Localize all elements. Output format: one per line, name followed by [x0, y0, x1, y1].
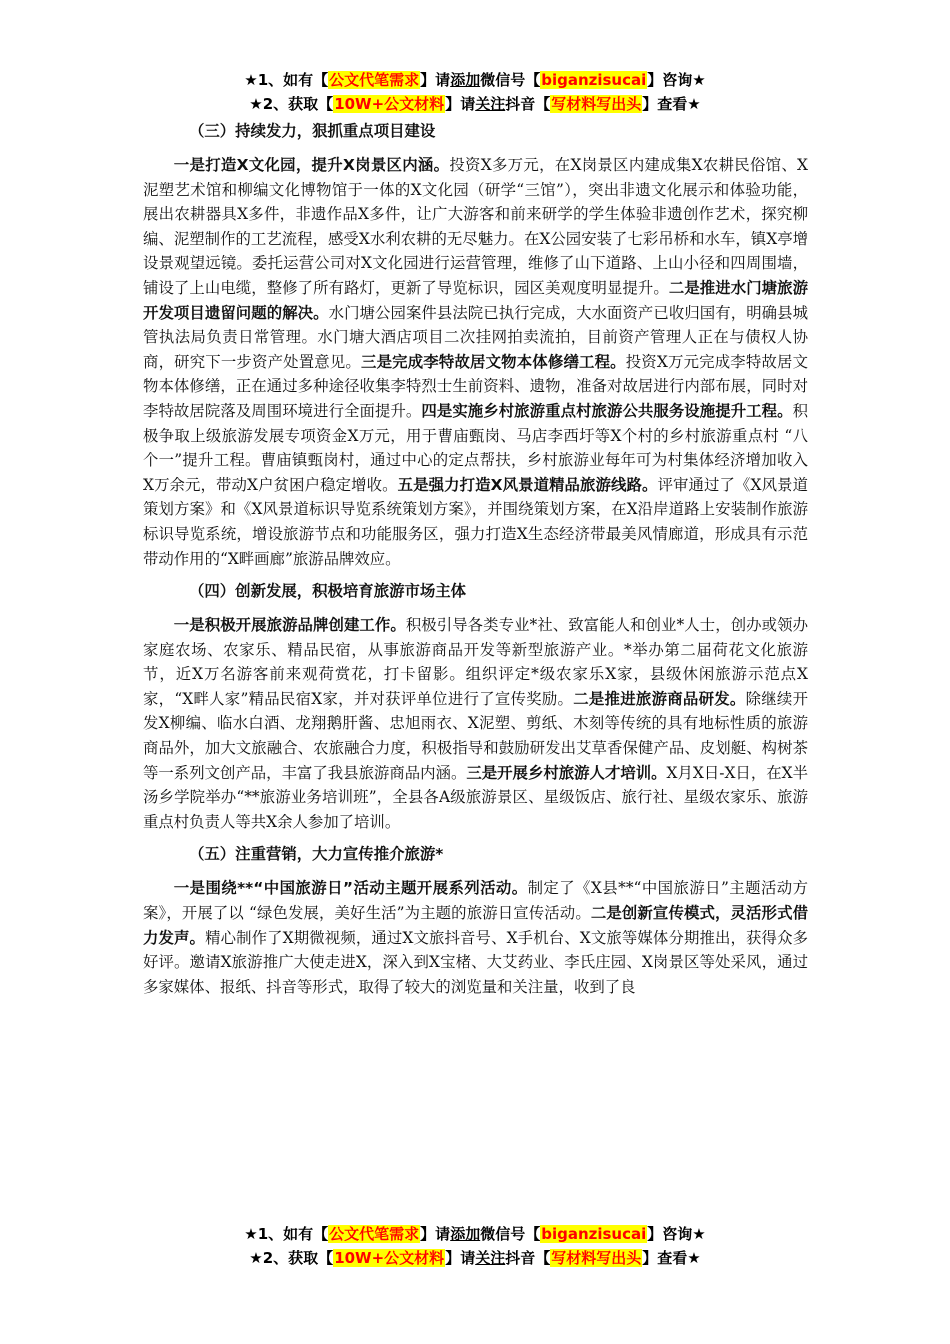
- highlight-materials: 10W+公文材料: [334, 95, 445, 113]
- banner-line-1: ★1、如有【公文代笔需求】请添加微信号【biganzisucai】咨询★: [244, 71, 706, 89]
- point-lead-text: 五是强力打造X风景道精品旅游线路。: [397, 475, 658, 494]
- highlight-wechat-id: biganzisucai: [541, 1225, 647, 1243]
- point-lead-text: 一是打造X文化园，提升X岗景区内涵。: [173, 156, 450, 174]
- point-lead-text: 三是开展乡村旅游人才培训。: [466, 763, 667, 782]
- point-lead-text: 三是完成李特故居文物本体修缮工程。: [361, 352, 626, 371]
- body-paragraph: [143, 153, 808, 571]
- highlight-service: 公文代笔需求: [329, 71, 420, 89]
- point-lead-text: 一是围绕**“中国旅游日”活动主题开展系列活动。: [173, 879, 528, 898]
- point-lead-text: 一是积极开展旅游品牌创建工作。: [173, 616, 406, 635]
- paragraph-text: 制定了《X县**“中国旅游日”主题活动方案》，开展了以 “绿色发展，美好生活”为主题的旅游日宣传活动。: [143, 879, 808, 923]
- point-lead-text: 四是实施乡村旅游重点村旅游公共服务设施提升工程。: [421, 401, 793, 420]
- highlight-service: 公文代笔需求: [329, 1225, 420, 1243]
- point-lead-text: 二是推进旅游商品研发。: [573, 689, 746, 708]
- paragraph-text: 评审通过了《X风景道策划方案》和《X风景道标识导览系统策划方案》，并围绕策划方案，在X沿岸道路上安装制作旅游标识导览系统，增设旅游节点和功能服务区，强力打造X生态经济带最美风情廊道，形成具有示范带动作用的“X畔画廊”旅游品牌效应。: [143, 475, 808, 568]
- body-paragraph: [143, 876, 808, 999]
- document-body: [143, 118, 808, 1006]
- highlight-douyin-account: 写材料写出头: [551, 1249, 642, 1267]
- highlight-douyin-account: 写材料写出头: [551, 95, 642, 113]
- paragraph-text: 投资X万元完成李特故居文物本体修缮，正在通过多种途径收集李特烈士生前资料、遗物，准备对故居进行内部布展，同时对李特故居院落及周围环境进行全面提升。: [143, 352, 808, 420]
- section-heading: （三）持续发力，狠抓重点项目建设: [189, 122, 436, 140]
- paragraph-text: 水门塘公园案件县法院已执行完成，大水面资产已收归国有，明确县城管执法局负责日常管理。水门塘大酒店项目二次挂网拍卖流拍，目前资产管理人正在与债权人协商，研究下一步资产处置意见。: [143, 303, 808, 371]
- highlight-wechat-id: biganzisucai: [541, 71, 647, 89]
- header-banner: [0, 68, 950, 116]
- highlight-materials: 10W+公文材料: [334, 1249, 445, 1267]
- paragraph-text: 除继续开发X柳编、临水白酒、龙翔鹅肝酱、忠旭雨衣、X泥塑、剪纸、木刻等传统的具有地标性质的旅游商品外，加大文旅融合、农旅融合力度，积极指导和鼓励研发出艾草香保健产品、皮划艇、构树茶等一系列文创产品，丰富了我县旅游商品内涵。: [143, 689, 808, 782]
- paragraph-text: 积极引导各类专业*社、致富能人和创业*人士，创办或领办家庭农场、农家乐、精品民宿，从事旅游商品开发等新型旅游产业。*举办第二届荷花文化旅游节，近X万名游客前来观荷赏花，打卡留影。组织评定*级农家乐X家，县级休闲旅游示范点X家，“X畔人家”精品民宿X家，并对获评单位进行了宣传奖励。: [143, 616, 808, 708]
- paragraph-text: X月X日-X日，在X半汤乡学院举办“**旅游业务培训班”，全县各A级旅游景区、星级饭店、旅行社、星级农家乐、旅游重点村负责人等共X余人参加了培训。: [143, 763, 808, 831]
- footer-banner: [0, 1222, 950, 1270]
- banner-line-1: ★1、如有【公文代笔需求】请添加微信号【biganzisucai】咨询★: [244, 1225, 706, 1243]
- section-heading: （五）注重营销，大力宣传推介旅游*: [189, 845, 444, 864]
- body-paragraph: [143, 613, 808, 834]
- paragraph-text: 积极争取上级旅游发展专项资金X万元，用于曹庙甄岗、马店李西圩等X个村的乡村旅游重点村 “八个一”提升工程。曹庙镇甄岗村，通过中心的定点帮扶，乡村旅游业每年可为村集体经济增加收入X万余元，带动X户贫困户稳定增收。: [143, 401, 808, 494]
- section-heading: （四）创新发展，积极培育旅游市场主体: [189, 582, 467, 601]
- paragraph-text: 精心制作了X期微视频，通过X文旅抖音号、X手机台、X文旅等媒体分期推出，获得众多好评。邀请X旅游推广大使走进X，深入到X宝楮、大艾药业、李氏庄园、X岗景区等处采风，通过多家媒体、报纸、抖音等形式，取得了较大的浏览量和关注量，收到了良: [143, 928, 808, 996]
- paragraph-text: 投资X多万元，在X岗景区内建成集X农耕民俗馆、X泥塑艺术馆和柳编文化博物馆于一体的X文化园（研学“三馆”），突出非遗文化展示和体验功能，展出农耕器具X多件，非遗作品X多件，让广大游客和前来研学的学生体验非遗创作艺术，探究柳编、泥塑制作的工艺流程，感受X水利农耕的无尽魅力。在X公园安装了七彩吊桥和水车，镇X亭增设景观望远镜。委托运营公司对X文化园进行运营管理，维修了山下道路、上山小径和四周围墙，铺设了上山电缆，整修了所有路灯，更新了导览标识，园区美观度明显提升。: [143, 156, 809, 297]
- banner-line-2: ★2、获取【10W+公文材料】请关注抖音【写材料写出头】查看★: [249, 95, 701, 113]
- point-lead-text: 二是推进水门塘旅游开发项目遗留问题的解决。: [143, 278, 808, 322]
- banner-line-2: ★2、获取【10W+公文材料】请关注抖音【写材料写出头】查看★: [249, 1249, 701, 1267]
- point-lead-text: 二是创新宣传模式，灵活形式借力发声。: [143, 904, 808, 947]
